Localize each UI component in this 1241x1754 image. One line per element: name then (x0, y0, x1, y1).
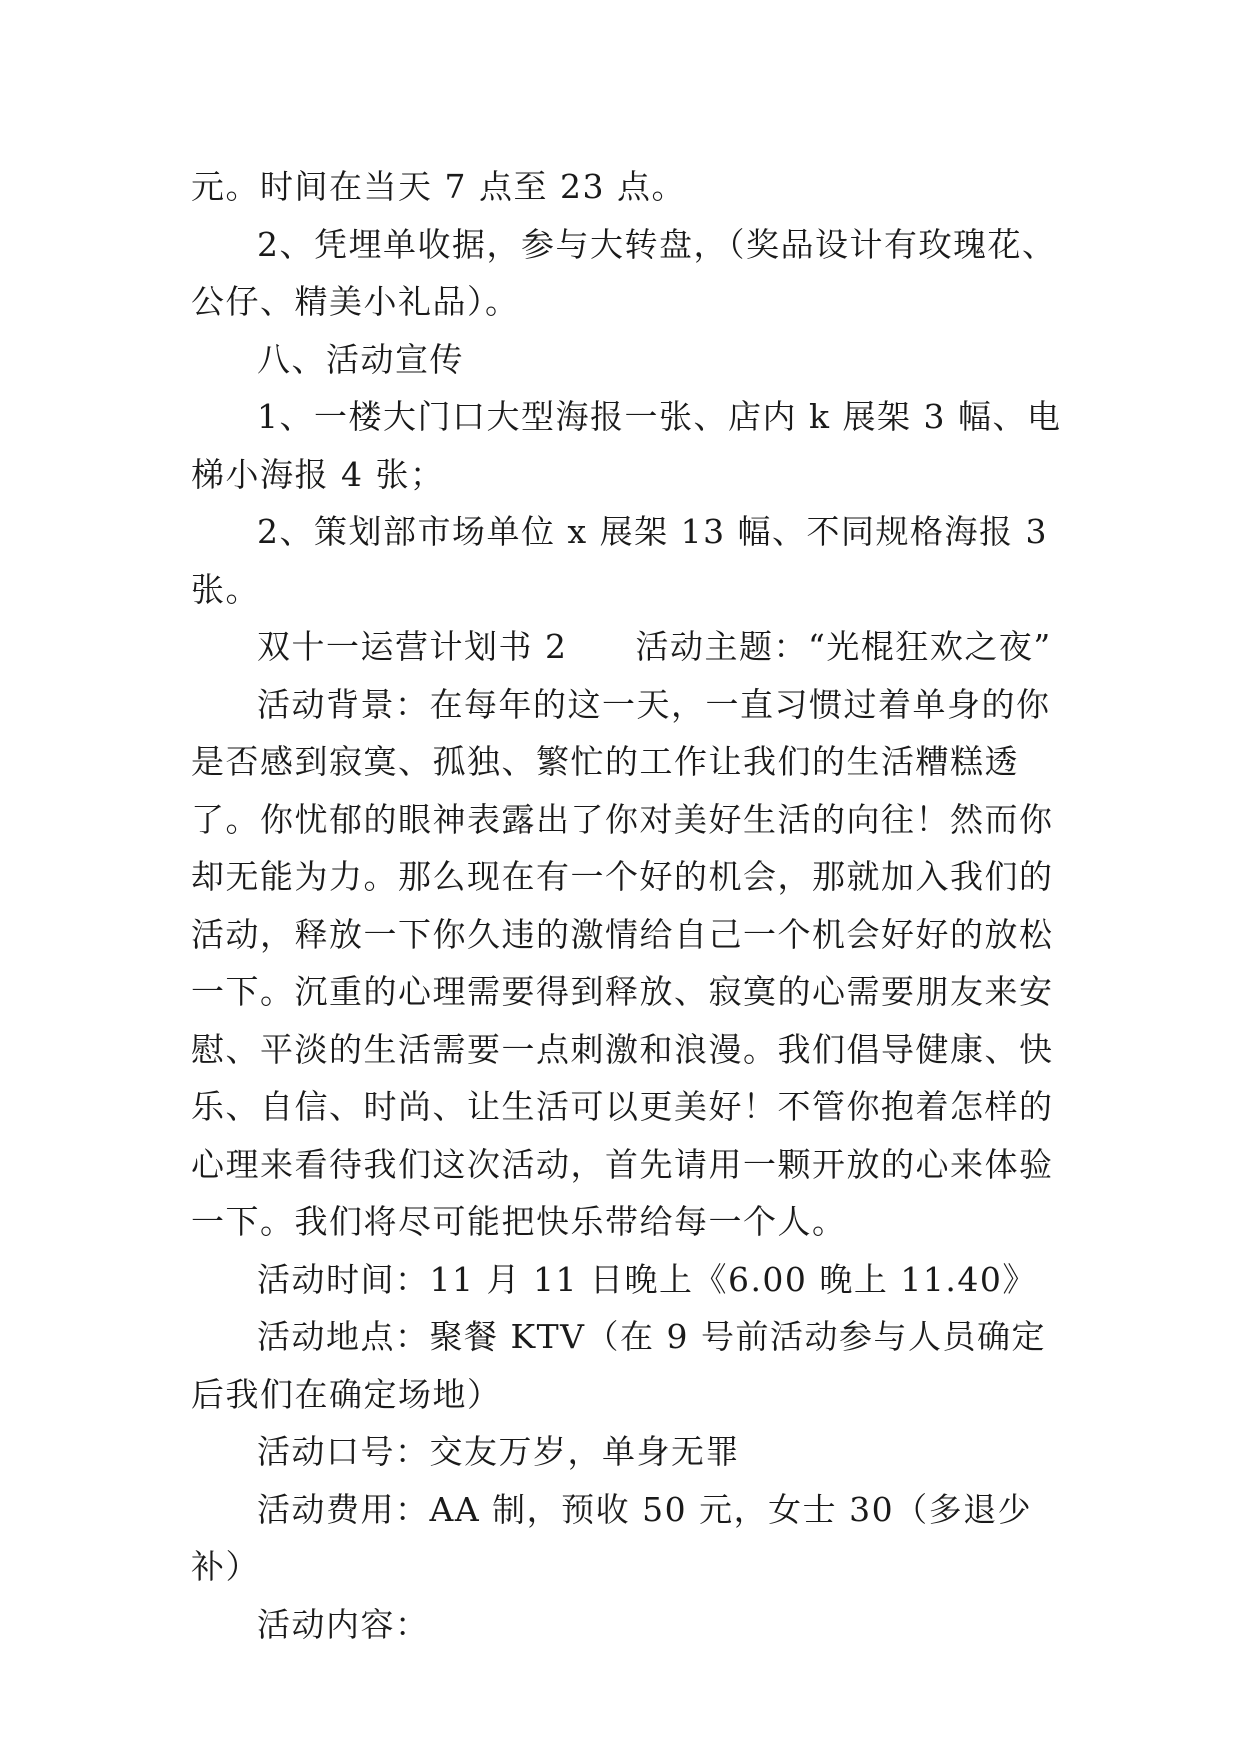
paragraph: 2、凭埋单收据，参与大转盘，（奖品设计有玫瑰花、公仔、精美小礼品）。 (191, 224, 1057, 321)
paragraph-location: 活动地点：聚餐 KTV（在 9 号前活动参与人员确定后我们在确定场地） (191, 1317, 1046, 1414)
paragraph-time: 活动时间：11 月 11 日晚上《6.00 晚上 11.40》 (257, 1259, 1037, 1299)
document-title-line (191, 618, 1071, 676)
document-body (191, 158, 1071, 1653)
paragraph-background: 活动背景：在每年的这一天，一直习惯过着单身的你是否感到寂寞、孤独、繁忙的工作让我们的生活糟糕透了。你忧郁的眼神表露出了你对美好生活的向往！然而你却无能为力。那么现在有一个好的机会，那就加入我们的活动，释放一下你久违的激情给自己一个机会好好的放松一下。沉重的心理需要得到释放、寂寞的心需要朋友来安慰、平淡的生活需要一点刺激和浪漫。我们倡导健康、快乐、自信、时尚、让生活可以更美好！不管你抱着怎样的心理来看待我们这次活动，首先请用一颗开放的心来体验一下。我们将尽可能把快乐带给每一个人。 (191, 684, 1054, 1241)
activity-theme: 活动主题：“光棍狂欢之夜” (635, 627, 1052, 666)
paragraph: 2、策划部市场单位 x 展架 13 幅、不同规格海报 3 张。 (191, 512, 1049, 609)
paragraph: 1、一楼大门口大型海报一张、店内 k 展架 3 幅、电梯小海报 4 张； (191, 397, 1062, 494)
paragraph-slogan: 活动口号：交友万岁，单身无罪 (257, 1432, 740, 1471)
document-title: 双十一运营计划书 2 (257, 627, 568, 666)
paragraph: 元。时间在当天 7 点至 23 点。 (191, 167, 686, 206)
section-heading: 八、活动宣传 (257, 339, 464, 379)
paragraph-fee: 活动费用：AA 制，预收 50 元，女士 30（多退少补） (191, 1489, 1033, 1586)
paragraph-content: 活动内容： (257, 1604, 430, 1644)
